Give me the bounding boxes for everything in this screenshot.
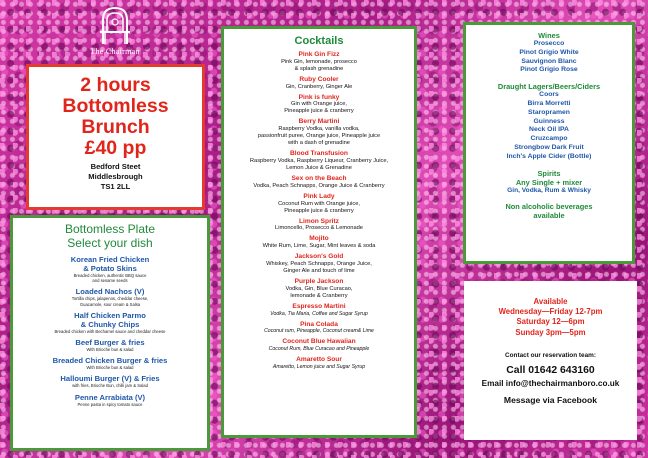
cocktail-description: Gin, Cranberry, Ginger Ale [285, 83, 353, 90]
cocktail-description: Pineapple juice & cranberry [284, 207, 354, 214]
availability-title: Available [533, 297, 568, 306]
dish-description [13, 273, 207, 283]
brunch-line: Bottomless [62, 95, 169, 117]
wine-item: Pinot Grigio Rose [520, 66, 578, 74]
non-alcoholic-line: Non alcoholic beverages [505, 201, 593, 211]
chairman-logo-icon [93, 4, 137, 46]
cocktail-description: Pineapple juice & cranberry [284, 108, 354, 115]
contact-heading: Contact our reservation team: [505, 351, 596, 359]
cocktail-name: Limon Spritz [299, 217, 339, 225]
draught-item: Coors [539, 91, 559, 99]
spacer [466, 162, 632, 169]
dish-name-line: Halloumi Burger (V) & Fries [60, 374, 160, 384]
cocktail-description: Raspberry Vodka, Raspberry Liqueur, Cranberry Juice, [249, 157, 389, 164]
draught-item: Staropramen [528, 108, 570, 116]
dish-description [13, 329, 207, 334]
logo [78, 4, 152, 62]
dish-description [13, 296, 207, 306]
brunch-line: Brunch [81, 116, 150, 138]
dish-description [13, 383, 207, 388]
cocktail-description: with a dash of grenadine [288, 140, 350, 147]
cocktail-description: White Rum, Lime, Sugar, Mint leaves & soda [262, 243, 376, 250]
brunch-offer-box [26, 64, 205, 210]
address-line: Middlesbrough [88, 172, 143, 181]
cocktail-name: Pink is funky [298, 93, 340, 101]
cocktail-name: Jackson's Gold [294, 253, 344, 261]
dish-desc-line: Guacamole, sour cream & Salsa [79, 301, 141, 307]
cocktail-name: Mojito [309, 235, 329, 243]
wine-item: Sauvignon Blanc [521, 57, 577, 65]
cocktail-description: Coconut Rum, Blue Curacao and Pineapple [268, 346, 370, 353]
cocktail-description: Pink Gin, lemonade, prosecco [281, 58, 357, 65]
cocktail-name: Sex on the Beach [291, 174, 347, 182]
cocktail-description: Coconut Rum with Orange juice, [278, 200, 360, 207]
email-address[interactable]: Email info@thechairmanboro.co.uk [481, 378, 620, 388]
dish-description [13, 347, 207, 352]
cocktail-description: Ginger Ale and touch of lime [283, 267, 355, 274]
cocktails-title: Cocktails [294, 35, 344, 47]
dish-description [13, 402, 207, 407]
facebook-message[interactable]: Message via Facebook [503, 394, 598, 405]
dish-name [13, 287, 207, 296]
dish-name [13, 255, 207, 273]
bottomless-plate-box [10, 215, 210, 451]
dish-desc-line: With Brioche bun & salad [86, 347, 134, 353]
non-alcoholic-line: available [533, 210, 565, 220]
dish-name-line: Loaded Nachos (V) [75, 287, 145, 297]
cocktail-name: Pina Colada [300, 320, 338, 328]
draught-item: Birra Morretti [527, 99, 571, 107]
plate-title: Bottomless Plate [64, 222, 156, 236]
cocktail-description: Amaretto, Lemon juice and Sugar Syrup [272, 363, 366, 370]
draught-item: Cruzcampo [530, 135, 568, 143]
draught-item: Inch's Apple Cider (Bottle) [506, 152, 592, 160]
cocktail-name: Berry Martini [298, 118, 340, 126]
cocktail-description: Raspberry Vodka, vanilla vodka, [278, 126, 360, 133]
dish-desc-line: Breaded chicken, authentic BBQ sauce [73, 273, 147, 278]
dish-name-line: Beef Burger & fries [75, 338, 145, 348]
dish-desc-line: with fries, Brioche Bun, chilli jam & Salad [72, 383, 148, 389]
cocktail-name: Pink Gin Fizz [298, 51, 340, 58]
dish-name-line: Penne Arrabiata (V) [74, 392, 146, 402]
cocktail-description: Vodka, Peach Schnapps, Orange Juice & Cranberry [253, 182, 385, 189]
dish-name-line: & Potato Skins [83, 264, 137, 273]
dish-name-line: Korean Fried Chicken [70, 255, 150, 264]
draught-item: Strongbow Dark Fruit [514, 143, 584, 151]
dish-name [13, 311, 207, 329]
plate-subtitle: Select your dish [67, 236, 153, 250]
dish-name [13, 356, 207, 365]
dish-name [13, 374, 207, 383]
cocktail-description: Coconut rum, Pineapple, Coconut cream& Lime [264, 328, 374, 335]
cocktail-name: Blood Transfusion [290, 150, 348, 158]
spirits-title: Spirits [537, 168, 561, 178]
dish-name-line: Breaded Chicken Burger & fries [52, 356, 168, 366]
cocktail-description: Lemon Juice & Grenadine [286, 164, 352, 171]
dish-desc-line: Penne pasta in spicy tomato sauce [77, 401, 143, 407]
cocktail-description: lemonade & Cranberry [290, 292, 348, 299]
spacer [466, 195, 632, 202]
draught-title: Draught Lagers/Beers/Ciders [497, 82, 601, 92]
dish-desc-line: With Brioche bun & salad [86, 365, 134, 371]
draught-item: Guinness [533, 117, 565, 125]
dish-name-line: & Chunky Chips [80, 319, 140, 329]
dish-desc-line: and sesame seeds [92, 278, 128, 284]
address [29, 162, 202, 192]
address-line: TS1 2LL [100, 182, 131, 191]
cocktail-description: Limoncello, Prosecco & Lemonade [275, 225, 363, 232]
wine-item: Prosecco [533, 40, 565, 47]
draught-item: Neck Oil IPA [529, 126, 569, 134]
address-line: Bedford Steet [90, 162, 141, 171]
cocktail-description: Gin with Orange juice, [291, 101, 347, 108]
cocktail-description: Vodka, Tia Maria, Coffee and Sugar Syrup [270, 310, 368, 317]
cocktail-description: passionfruit puree, Orange juice, Pineapple juice [257, 133, 381, 140]
cocktail-name: Ruby Cooler [299, 75, 339, 83]
cocktail-name: Amaretto Sour [296, 356, 342, 364]
spirits-list: Gin, Vodka, Rum & Whisky [507, 186, 591, 194]
availability-line: Saturday 12—6pm [516, 317, 585, 327]
cocktail-description: Vodka, Gin, Blue Curacao, [285, 285, 353, 292]
availability-line: Wednesday—Friday 12-7pm [498, 307, 603, 317]
cocktail-name: Purple Jackson [294, 277, 344, 285]
dish-name-line: Half Chicken Parmo [74, 310, 146, 320]
cocktail-name: Coconut Blue Hawaiian [282, 338, 356, 346]
availability-line: Sunday 3pm—5pm [515, 327, 586, 337]
drinks-box [463, 22, 635, 264]
dish-desc-line: Tortilla chips, jalapenos, cheddar cheese, [71, 296, 149, 302]
cocktail-description: Whiskey, Peach Schnapps, Orange Juice, [266, 260, 372, 267]
spacer [466, 75, 632, 82]
dish-desc-line: Breaded chicken with Bechamel sauce and cheddar cheese [54, 328, 166, 334]
spirits-offer: Any Single + mixer [515, 177, 583, 187]
brunch-line: 2 hours [80, 74, 151, 96]
cocktail-name: Espresso Martini [292, 302, 346, 310]
phone-number[interactable]: Call 01642 643160 [506, 364, 595, 376]
wines-title: Wines [538, 31, 560, 40]
cocktail-list [224, 51, 414, 371]
cocktail-name: Pink Lady [303, 192, 335, 200]
cocktails-box [221, 26, 417, 438]
logo-text: The Chairman [90, 47, 140, 56]
brunch-price: £40 pp [84, 137, 147, 159]
wine-item: Pinot Grigio White [519, 48, 579, 56]
cocktail-description: & splash grenadine [294, 65, 344, 72]
availability-contact-box [464, 281, 637, 440]
dish-name [13, 393, 207, 402]
dish-description [13, 365, 207, 370]
dish-name [13, 338, 207, 347]
